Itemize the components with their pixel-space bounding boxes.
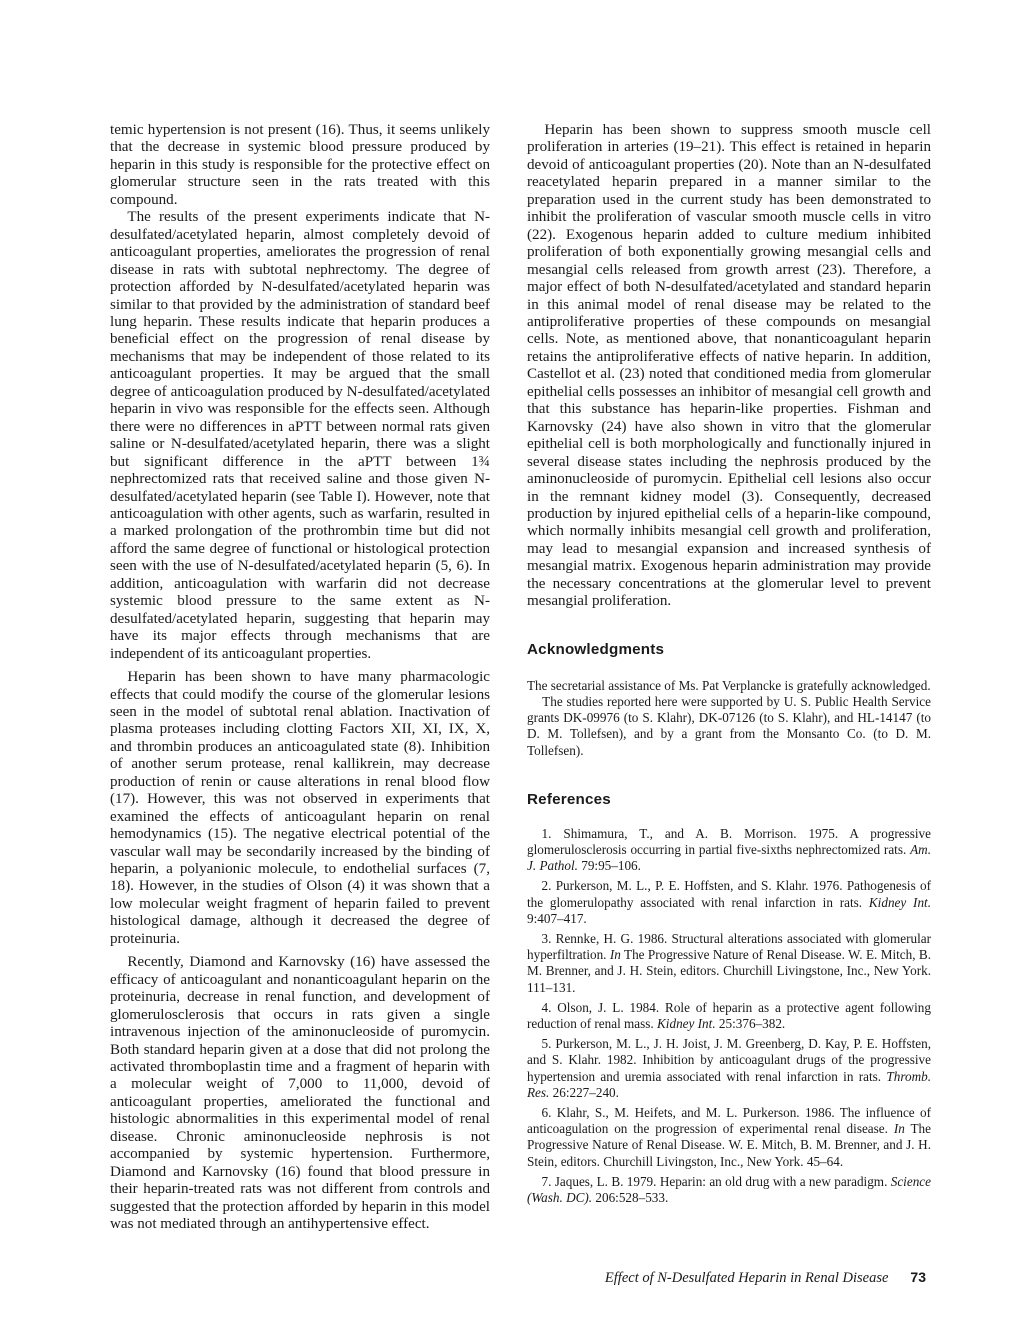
- references-heading: References: [527, 790, 611, 808]
- acknowledgment-paragraph: The secretarial assistance of Ms. Pat Verplancke is gratefully acknowledged.: [527, 677, 931, 693]
- body-paragraph: Heparin has been shown to have many pharmacologic effects that could modify the course of the glomerular lesions seen in the model of subtotal renal ablation. Inactivation of plasma proteases including clotting Factors XII, XI, IX, X, and thrombin produces an anticoagulated state (8). Inhibition of another serum protease, renal kallikrein, may decrease production of renin or cause alterations in renal blood flow (17). However, this was not observed in experiments that examined the effects of anticoagulant heparin on renal hemodynamics (15). The negative electrical potential of the vascular wall may be secondarily increased by the binding of heparin, a polyanionic molecule, to endothelial surfaces (7, 18). However, in the studies of Olson (4) it was shown that a low molecular weight fragment of heparin failed to prevent histological damage, although it decreased the degree of proteinuria.: [110, 669, 490, 947]
- body-paragraph: The results of the present experiments indicate that N-desulfated/acetylated heparin, almost completely devoid of anticoagulant properties, ameliorates the progression of renal disease in rats with subtotal nephrectomy. The degree of protection afforded by N-desulfated/acetylated heparin was similar to that provided by the administration of standard beef lung heparin. These results indicate that heparin produces a beneficial effect on the progression of renal disease by mechanisms that may be independent of those related to its anticoagulant properties. It may be argued that the small degree of anticoagulation produced by N-desulfated/acetylated heparin in vivo was responsible for the effects seen. Although there were no differences in aPTT between normal rats given saline or N-desulfated/acetylated heparin, there was a slight but significant difference in the aPTT between 1¾ nephrectomized rats that received saline and those given N-desulfated/acetylated heparin (see Table I). However, note that anticoagulation with other agents, such as warfarin, resulted in a marked prolongation of the prothrombin time but did not afford the same degree of functional or histological protection seen with the use of N-desulfated/acetylated heparin (5, 6). In addition, anticoagulation with warfarin did not decrease systemic blood pressure to the same extent as N-desulfated/acetylated heparin, suggesting that heparin may have its major effects through mechanisms that are independent of its anticoagulant properties.: [110, 209, 490, 662]
- left-column: [110, 122, 490, 1234]
- reference-item: 3. Rennke, H. G. 1986. Structural alterations associated with glomerular hyperfiltration. In The Progressive Nature of Renal Disease. W. E. Mitch, B. M. Brenner, and J. H. Stein, editors. Churchill Livingstone, Inc., New York. 111–131.: [527, 930, 931, 995]
- reference-list: [527, 826, 931, 1206]
- acknowledgments-section: [527, 678, 931, 759]
- right-column: [527, 122, 931, 1210]
- reference-item: 1. Shimamura, T., and A. B. Morrison. 1975. A progressive glomerulosclerosis occurring in partial five-sixths nephrectomized rats. Am. J. Pathol. 79:95–106.: [527, 825, 931, 874]
- body-paragraph: Recently, Diamond and Karnovsky (16) have assessed the efficacy of anticoagulant and nonanticoagulant heparin on the proteinuria, decrease in renal function, and development of glomerulosclerosis that occurs in rats given a single intravenous injection of the aminonucleoside of puromycin. Both standard heparin given at a dose that did not prolong the activated thromboplastin time and a fragment of heparin with a molecular weight of 7,000 to 11,000, devoid of anticoagulant properties, ameliorated the functional and histologic abnormalities in this experimental model of renal disease. Chronic aminonucleoside nephrosis is not accompanied by systemic hypertension. Furthermore, Diamond and Karnovsky (16) found that blood pressure in their heparin-treated rats was not different from controls and suggested that the protection afforded by heparin in this model was not mediated through an antihypertensive effect.: [110, 954, 490, 1233]
- reference-item: 6. Klahr, S., M. Heifets, and M. L. Purkerson. 1986. The influence of anticoagulation on the progression of experimental renal disease. In The Progressive Nature of Renal Disease. W. E. Mitch, B. M. Brenner, and J. H. Stein, editors. Churchill Livingston, Inc., New York. 45–64.: [527, 1104, 932, 1169]
- reference-item: 4. Olson, J. L. 1984. Role of heparin as a protective agent following reduction of renal mass. Kidney Int. 25:376–382.: [527, 999, 931, 1031]
- body-paragraph: temic hypertension is not present (16). Thus, it seems unlikely that the decrease in systemic blood pressure produced by heparin in this study is responsible for the protective effect on glomerular structure seen in the rats treated with this compound.: [110, 122, 490, 208]
- page-number: 73: [910, 1269, 926, 1285]
- page-footer: [605, 1269, 926, 1287]
- acknowledgments-heading: Acknowledgments: [527, 640, 665, 658]
- reference-item: 7. Jaques, L. B. 1979. Heparin: an old drug with a new paradigm. Science (Wash. DC). 206:528–533.: [527, 1173, 931, 1205]
- reference-item: 2. Purkerson, M. L., P. E. Hoffsten, and S. Klahr. 1976. Pathogenesis of the glomerulopathy associated with renal infarction in rats. Kidney Int. 9:407–417.: [527, 878, 931, 926]
- reference-item: 5. Purkerson, M. L., J. H. Joist, J. M. Greenberg, D. Kay, P. E. Hoffsten, and S. Klahr. 1982. Inhibition by anticoagulant drugs of the progressive hypertension and uremia associated with renal infarction in rats. Thromb. Res. 26:227–240.: [527, 1036, 931, 1100]
- running-title: Effect of N-Desulfated Heparin in Renal Disease: [604, 1270, 889, 1286]
- acknowledgment-paragraph: The studies reported here were supported by U. S. Public Health Service grants DK-09976 (to S. Klahr), DK-07126 (to S. Klahr), and HL-14147 (to D. M. Tollefsen), and by a grant from the Monsanto Co. (to D. M. Tollefsen).: [527, 693, 931, 758]
- body-paragraph: Heparin has been shown to suppress smooth muscle cell proliferation in arteries (19–21). This effect is retained in heparin devoid of anticoagulant properties (20). Note than an N-desulfated reacetylated heparin prepared in a manner similar to the preparation used in the current study has been demonstrated to inhibit the proliferation of vascular smooth muscle cells in vitro (22). Exogenous heparin added to culture medium inhibited proliferation of both exponentially growing mesangial cells and mesangial cells released from growth arrest (23). Therefore, a major effect of both N-desulfated/acetylated and standard heparin in this animal model of renal disease may be related to the antiproliferative properties of these compounds on mesangial cells. Note, as mentioned above, that nonanticoagulant heparin retains the antiproliferative effects of native heparin. In addition, Castellot et al. (23) noted that conditioned media from glomerular epithelial cells possesses an inhibitor of mesangial cell growth and that this substance has heparin-like properties. Fishman and Karnovsky (24) have also shown in vitro that the glomerular epithelial cell is both morphologically and functionally injured in several disease states including the nephrosis produced by the aminonucleoside of puromycin. Epithelial cell lesions also occur in the remnant kidney model (3). Consequently, decreased production by injured epithelial cells of a heparin-like compound, which normally inhibits mesangial cell growth and proliferation, may lead to mesangial expansion and increased synthesis of mesangial matrix. Exogenous heparin administration may provide the necessary concentrations at the glomerular level to prevent mesangial proliferation.: [527, 122, 931, 610]
